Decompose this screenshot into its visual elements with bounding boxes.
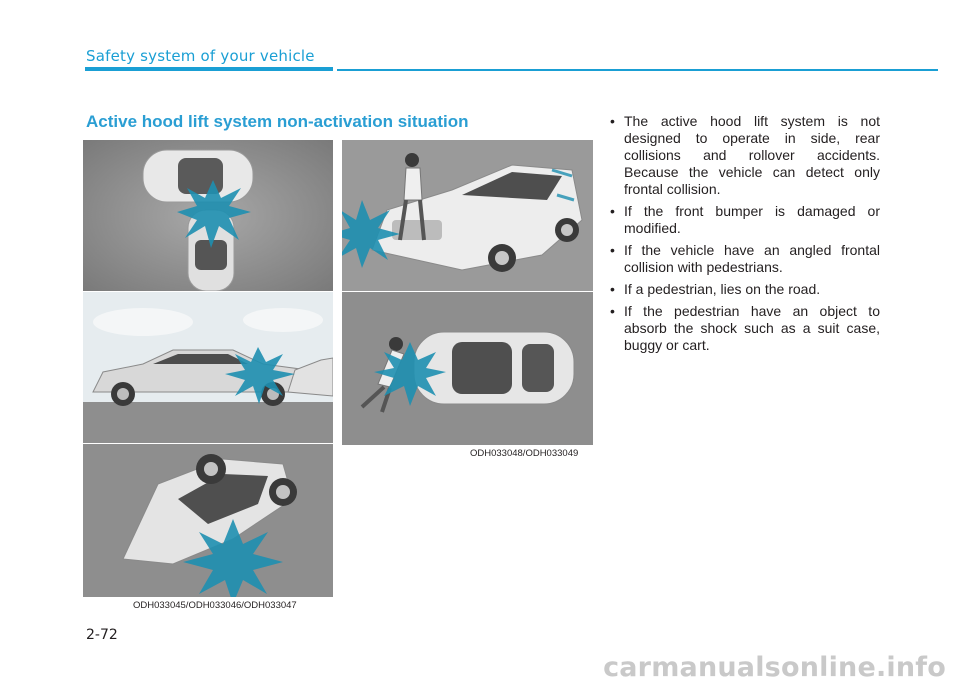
watermark: carmanualsonline.info bbox=[603, 652, 946, 683]
header-rule-thin bbox=[337, 69, 938, 71]
bullet-item: • If the vehicle have an angled frontal collision with pedestrians. bbox=[608, 242, 880, 276]
bullet-item: • The active hood lift system is not designed to operate in side, rear collisions and rollover accidents. Because the vehicle can detect only frontal collision. bbox=[608, 113, 880, 198]
car-frontal-impact-top-view-illustration bbox=[83, 140, 333, 291]
car-rear-collision-side-view-illustration bbox=[83, 292, 333, 443]
bullet-item: • If a pedestrian, lies on the road. bbox=[608, 281, 880, 298]
section-title: Active hood lift system non-activation situation bbox=[86, 112, 469, 131]
header-rule-thick bbox=[85, 67, 333, 71]
car-rollover-illustration bbox=[83, 444, 333, 597]
header-section-title: Safety system of your vehicle bbox=[86, 47, 315, 65]
non-activation-bullet-list bbox=[608, 113, 880, 359]
pedestrian-angled-collision-illustration bbox=[342, 140, 593, 291]
bullet-item: • If the front bumper is damaged or modified. bbox=[608, 203, 880, 237]
page-number: 2-72 bbox=[86, 627, 118, 643]
left-image-caption: ODH033045/ODH033046/ODH033047 bbox=[133, 600, 297, 611]
pedestrian-lying-on-road-illustration bbox=[342, 292, 593, 445]
right-image-caption: ODH033048/ODH033049 bbox=[470, 448, 579, 459]
bullet-item: • If the pedestrian have an object to absorb the shock such as a suit case, buggy or cart. bbox=[608, 303, 880, 354]
